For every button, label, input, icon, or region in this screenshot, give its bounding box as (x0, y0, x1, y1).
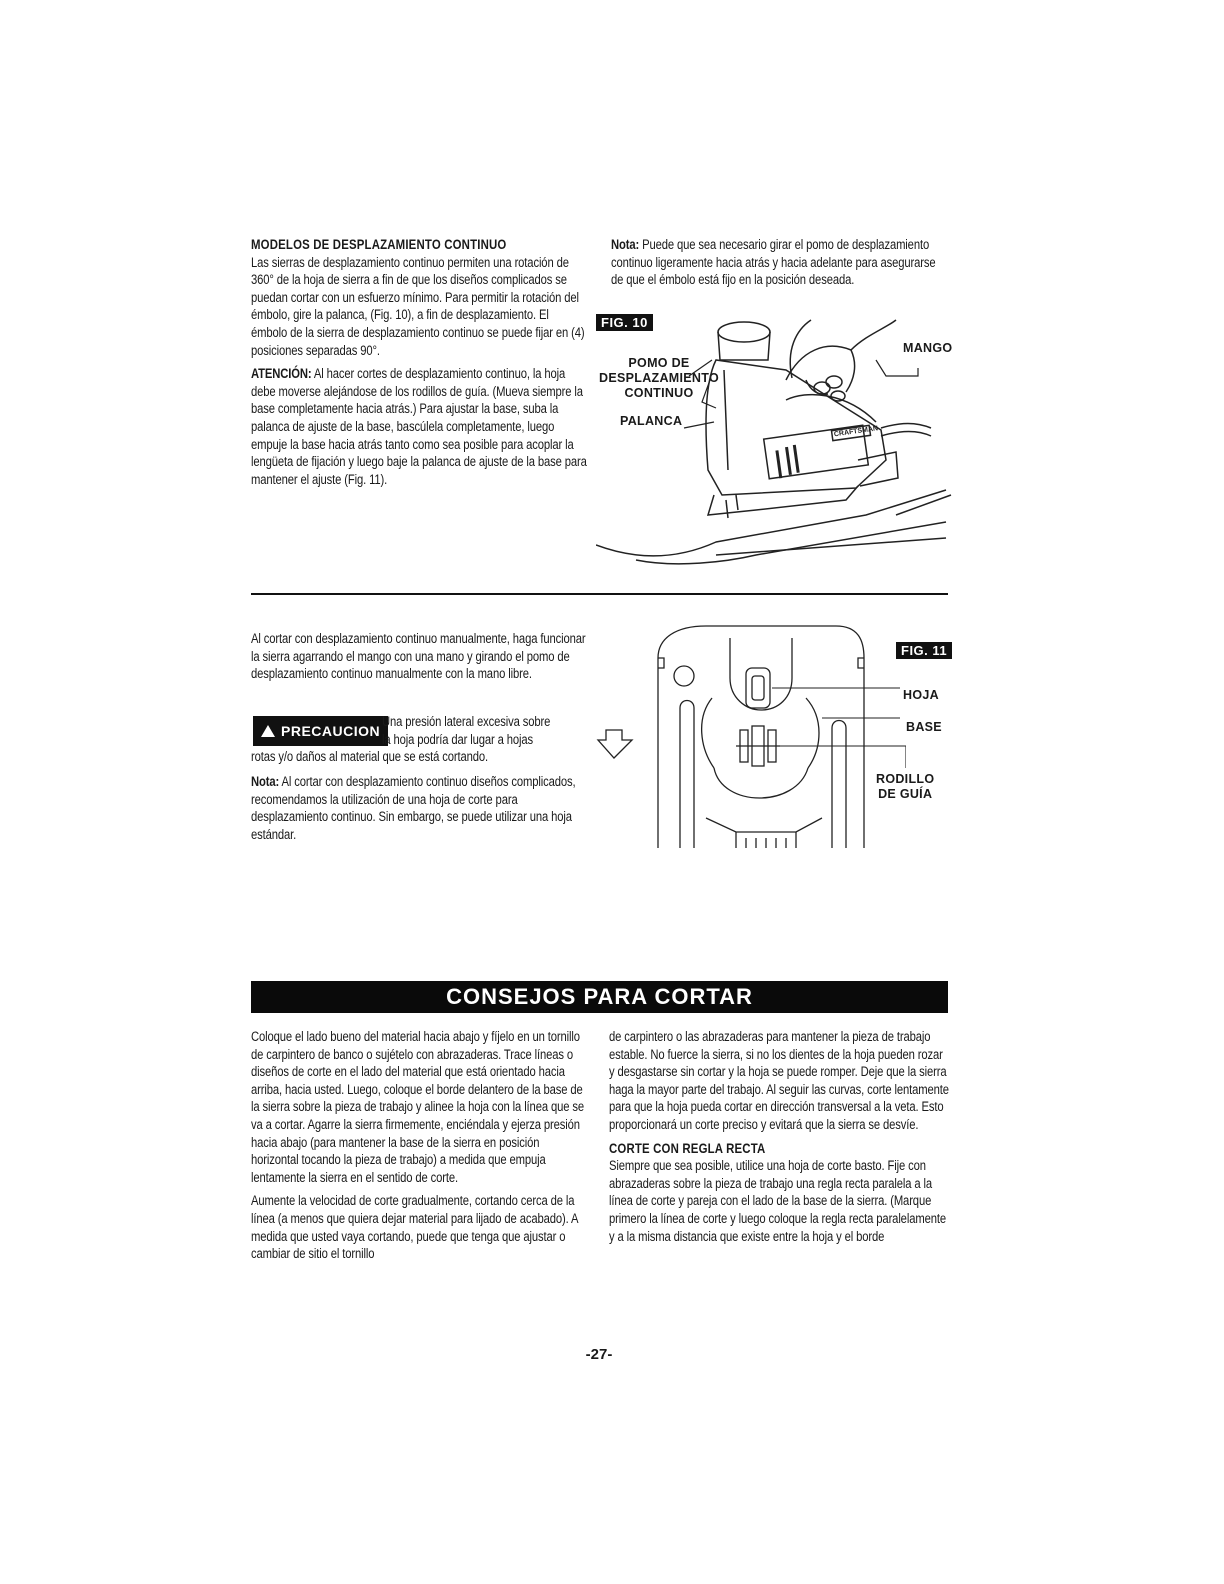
paragraph: Coloque el lado bueno del material hacia abajo y fíjelo en un tornillo de carpintero de banco o sujételo con abrazaderas. Trace líneas o diseños de corte en el lado del material que está orientado hacia arriba, hacia usted. Luego, coloque el borde delantero de la base de la sierra sobre la pieza de trabajo y alinee la hoja con la línea que se va a cortar. Agarre la sierra firmemente, enciéndala y ejerza presión hacia abajo (para mantener la base de la sierra en posición horizontal tocando la pieza de trabajo) a medida que empuja lentamente la sierra en el sentido de corte. (251, 1029, 584, 1185)
fig11-label-blade: HOJA (903, 688, 939, 702)
fig11-label-base: BASE (906, 720, 942, 734)
note-block (611, 236, 947, 289)
paragraph: Aumente la velocidad de corte gradualmente, cortando cerca de la línea (a menos que quiera dejar material para lijado de acabado). A medida que usted vaya cortando, puede que tenga que ajustar o cambiar de sitio el tornillo (251, 1193, 578, 1262)
paragraph: Siempre que sea posible, utilice una hoja de corte basto. Fije con abrazaderas sobre la pieza de trabajo una regla recta paralela a la línea de corte y pareja con el lado de la base de la sierra. (Marque primero la línea de corte y luego coloque la regla recta paralelamente y a la misma distancia que existe entre la hoja y el borde (609, 1158, 946, 1244)
cutting-tips-right-column (609, 1028, 949, 1245)
fig10-label-knob: POMO DE DESPLAZAMIENTO CONTINUO (599, 356, 719, 400)
attention-text: Al hacer cortes de desplazamiento continuo, la hoja debe moverse alejándose de los rodillos de guía. (Mueva siempre la base completamente hacia atrás.) Para ajustar la base, suba la palanca de ajuste de la base, bascúlela completamente, luego empuje la base hacia atrás tanto como sea posible para acoplar la lengüeta de fijación y luego baje la palanca de ajuste de la base para mantener el ajuste (Fig. 11). (251, 366, 587, 487)
note-text: Al cortar con desplazamiento continuo diseños complicados, recomendamos la utilización de una hoja de corte para desplazamiento continuo. Sin embargo, se puede utilizar una hoja estándar. (251, 774, 576, 842)
section-heading: CORTE CON REGLA RECTA (609, 1140, 766, 1156)
warning-line: Una presión lateral excesiva sobre (382, 714, 551, 729)
paragraph: de carpintero o las abrazaderas para mantener la pieza de trabajo estable. No fuerce la sierra, si no los dientes de la hoja pueden rozar y desgastarse sin cortar y la hoja se puede romper. Deje que la sierra haga la mayor parte del trabajo. Al seguir las curvas, corte lentamente para que la hoja pueda cortar en dirección transversal a la veta. Esto proporcionará un corte preciso y evitará que la sierra se desvíe. (609, 1029, 949, 1132)
fig10-label-lever: PALANCA (620, 414, 683, 428)
jigsaw-illustration (596, 310, 956, 570)
fig10-tag: FIG. 10 (596, 314, 653, 331)
fig10-label-handle: MANGO (903, 341, 953, 355)
section-continuous-scroll-models (251, 236, 587, 488)
base-plate-illustration (596, 618, 906, 854)
warning-badge-label: PRECAUCION (281, 723, 381, 739)
fig11-tag: FIG. 11 (896, 642, 952, 659)
section-heading: MODELOS DE DESPLAZAMIENTO CONTINUO (251, 237, 507, 252)
attention-paragraph (251, 365, 587, 488)
note-block-2 (251, 773, 587, 843)
paragraph: Las sierras de desplazamiento continuo permiten una rotación de 360° de la hoja de sierra a fin de que los diseños complicados se puedan cortar con un esfuerzo mínimo. Para permitir la rotación del émbolo, gire la palanca, (Fig. 10), a fin de desplazamiento. El émbolo de la sierra de desplazamiento continuo se puede fijar en (4) posiciones separadas 90°. (251, 254, 585, 358)
warning-triangle-icon (261, 725, 275, 737)
note-label: Nota: (611, 237, 640, 252)
warning-text-full (251, 748, 604, 766)
fig10-brand-text: CRAFTSMAN (833, 425, 879, 439)
warning-line: la hoja podría dar lugar a hojas (382, 731, 534, 747)
page-number: -27- (585, 1346, 613, 1363)
warning-badge (253, 716, 388, 746)
fig11-label-guide-roller: RODILLO DE GUÍA (876, 772, 935, 801)
cutting-tips-banner: CONSEJOS PARA CORTAR (251, 981, 948, 1013)
section-manual-scroll (251, 630, 587, 683)
warning-line: rotas y/o daños al material que se está cortando. (251, 749, 489, 764)
cutting-tips-left-column (251, 1028, 587, 1263)
paragraph: Al cortar con desplazamiento continuo manualmente, haga funcionar la sierra agarrando el mango con una mano y girando el pomo de desplazamiento continuo manualmente con la mano libre. (251, 631, 586, 682)
section-divider (251, 593, 948, 595)
attention-label: ATENCIÓN: (251, 366, 312, 382)
note-label: Nota: (251, 774, 280, 789)
note-text: Puede que sea necesario girar el pomo de desplazamiento continuo ligeramente hacia atrás y hacia adelante para asegurarse de que el émbolo está fijo en la posición deseada. (611, 237, 936, 288)
